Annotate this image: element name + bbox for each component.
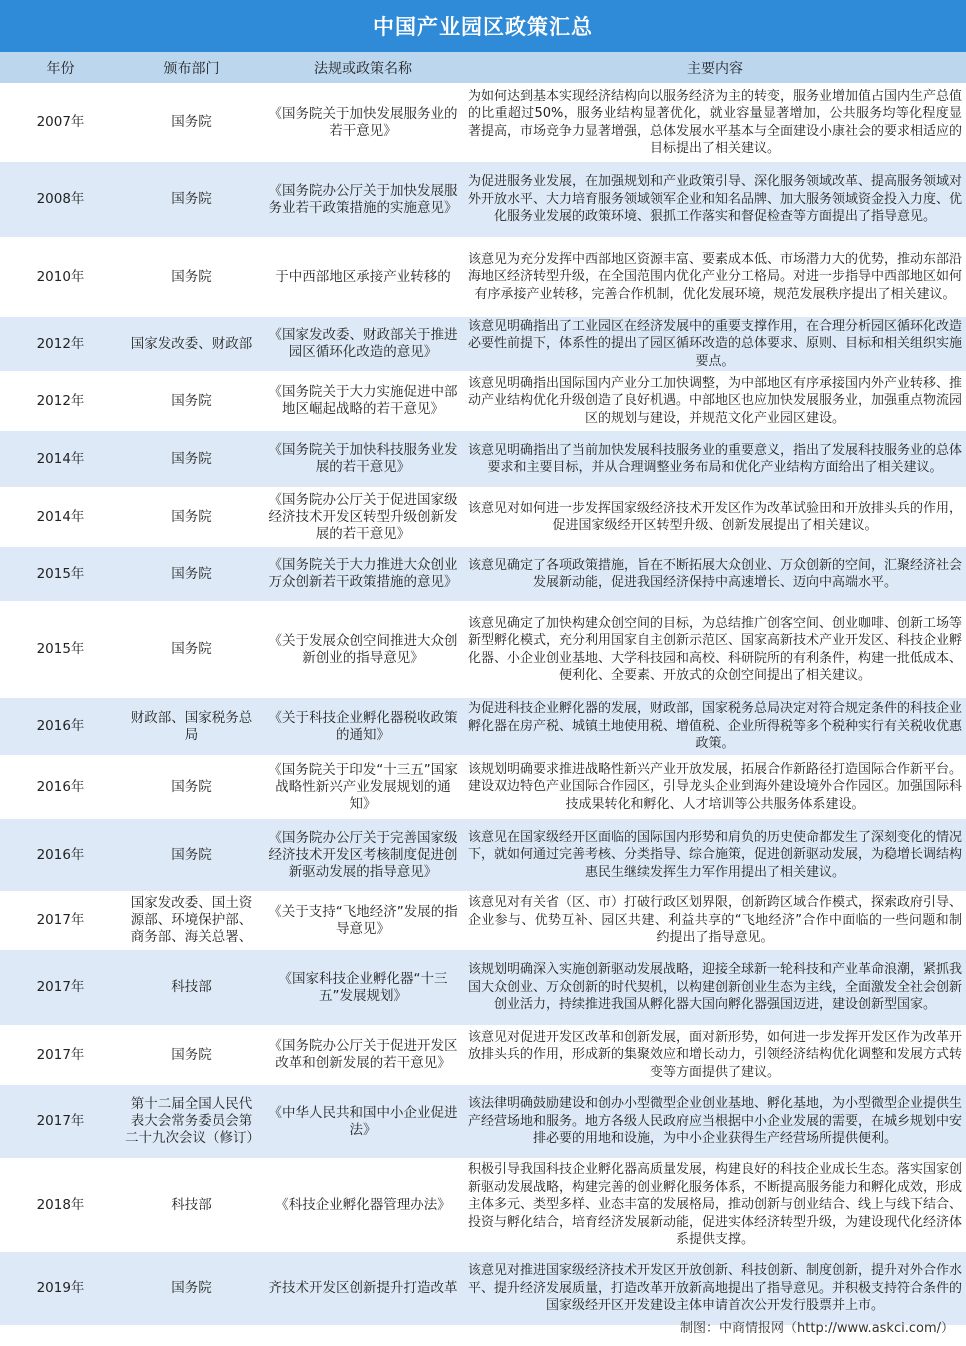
cell-year: 2012年: [0, 372, 121, 430]
cell-year: 2007年: [0, 84, 121, 161]
cell-department: 国务院: [121, 161, 262, 238]
cell-year: 2017年: [0, 892, 121, 949]
cell-policy-name: 《中华人民共和国中小企业促进法》: [262, 1084, 464, 1159]
cell-content: 该规划明确深入实施创新驱动发展战略，迎接全球新一轮科技和产业革命浪潮，紧抓我国大众创业、万众创新的时代契机，以构建创新创业生态为主线，全面激发全社会创新创业活力，持续推进我国从孵化器大国向孵化器强国迈进，建设创新型国家。: [464, 949, 966, 1026]
cell-department: 国务院: [121, 1026, 262, 1084]
header-department: 颁布部门: [121, 52, 262, 84]
cell-year: 2015年: [0, 602, 121, 697]
cell-year: 2019年: [0, 1251, 121, 1326]
cell-policy-name: 《国家发改委、财政部关于推进园区循环化改造的意见》: [262, 316, 464, 372]
header-year: 年份: [0, 52, 121, 84]
table-row: [0, 602, 966, 697]
cell-policy-name: 《国务院关于大力推进大众创业万众创新若干政策措施的意见》: [262, 546, 464, 602]
cell-policy-name: 《国务院办公厅关于促进开发区改革和创新发展的若干意见》: [262, 1026, 464, 1084]
cell-year: 2018年: [0, 1159, 121, 1251]
cell-year: 2016年: [0, 756, 121, 818]
table-row: [0, 1084, 966, 1159]
cell-content: 该意见明确指出了工业园区在经济发展中的重要支撑作用，在合理分析园区循环化改造必要性前提下，体系性的提出了园区循环改造的总体要求、原则、目标和相关组织实施要点。: [464, 316, 966, 372]
cell-department: 第十二届全国人民代表大会常务委员会第二十九次会议（修订）: [121, 1084, 262, 1159]
cell-department: 财政部、国家税务总局: [121, 697, 262, 756]
cell-policy-name: 《关于科技企业孵化器税收政策的通知》: [262, 697, 464, 756]
table-row: [0, 1026, 966, 1084]
table-row: [0, 1251, 966, 1326]
cell-policy-name: 《国务院关于加快科技服务业发展的若干意见》: [262, 430, 464, 488]
cell-year: 2012年: [0, 316, 121, 372]
cell-content: 该法律明确鼓励建设和创办小型微型企业创业基地、孵化基地，为小型微型企业提供生产经营场地和服务。地方各级人民政府应当根据中小企业发展的需要，在城乡规划中安排必要的用地和设施，为中小企业获得生产经营场所提供便利。: [464, 1084, 966, 1159]
cell-policy-name: 《国务院办公厅关于促进国家级经济技术开发区转型升级创新发展的若干意见》: [262, 488, 464, 546]
cell-content: 该意见明确指出国际国内产业分工加快调整，为中部地区有序承接国内外产业转移、推动产业结构优化升级创造了良好机遇。中部地区也应加快发展服务业，加强重点物流园区的规划与建设，并规范文化产业园区建设。: [464, 372, 966, 430]
cell-content: 该意见明确指出了当前加快发展科技服务业的重要意义，指出了发展科技服务业的总体要求和主要目标，并从合理调整业务布局和优化产业结构方面给出了相关建议。: [464, 430, 966, 488]
cell-content: 该意见确定了各项政策措施，旨在不断拓展大众创业、万众创新的空间，汇聚经济社会发展新动能，促进我国经济保持中高速增长、迈向中高端水平。: [464, 546, 966, 602]
table-row: [0, 372, 966, 430]
cell-policy-name: 《国务院关于加快发展服务业的若干意见》: [262, 84, 464, 161]
source-credit: 制图：中商情报网（http://www.askci.com/）: [680, 1321, 954, 1336]
header-content: 主要内容: [464, 52, 966, 84]
table-row: [0, 238, 966, 316]
cell-content: 该意见在国家级经开区面临的国际国内形势和肩负的历史使命都发生了深刻变化的情况下，就如何通过完善考核、分类指导、综合施策，促进创新驱动发展，为稳增长调结构惠民生继续发挥生力军作用提出了相关建议。: [464, 818, 966, 892]
cell-department: 国家发改委、财政部: [121, 316, 262, 372]
cell-content: 该意见对如何进一步发挥国家级经济技术开发区作为改革试验田和开放排头兵的作用，促进国家级经开区转型升级、创新发展提出了相关建议。: [464, 488, 966, 546]
table-row: [0, 949, 966, 1026]
table-row: [0, 488, 966, 546]
cell-policy-name: 齐技术开发区创新提升打造改革: [262, 1251, 464, 1326]
table-row: [0, 818, 966, 892]
cell-year: 2016年: [0, 818, 121, 892]
table-row: [0, 430, 966, 488]
cell-year: 2010年: [0, 238, 121, 316]
table-row: [0, 756, 966, 818]
cell-year: 2016年: [0, 697, 121, 756]
cell-content: 该规划明确要求推进战略性新兴产业开放发展，拓展合作新路径打造国际合作新平台。建设双边特色产业国际合作园区，引导龙头企业到海外建设境外合作园区。加强国际科技成果转化和孵化、人才培训等公共服务体系建设。: [464, 756, 966, 818]
table-row: [0, 546, 966, 602]
cell-department: 科技部: [121, 1159, 262, 1251]
cell-department: 科技部: [121, 949, 262, 1026]
cell-department: 国务院: [121, 372, 262, 430]
cell-policy-name: 《国务院关于印发“十三五”国家战略性新兴产业发展规划的通知》: [262, 756, 464, 818]
cell-policy-name: 《国务院关于大力实施促进中部地区崛起战略的若干意见》: [262, 372, 464, 430]
cell-policy-name: 《国家科技企业孵化器“十三五”发展规划》: [262, 949, 464, 1026]
table-header-row: [0, 52, 966, 84]
table-row: [0, 316, 966, 372]
header-policy-name: 法规或政策名称: [262, 52, 464, 84]
cell-department: 国务院: [121, 430, 262, 488]
cell-policy-name: 《科技企业孵化器管理办法》: [262, 1159, 464, 1251]
cell-content: 该意见对有关省（区、市）打破行政区划界限，创新跨区域合作模式，探索政府引导、企业参与、优势互补、园区共建、利益共享的“飞地经济”合作中面临的一些问题和制约提出了指导意见。: [464, 892, 966, 949]
cell-content: 为促进服务业发展，在加强规划和产业政策引导、深化服务领域改革、提高服务领域对外开放水平、大力培育服务领域领军企业和知名品牌、加大服务领域资金投入力度、优化服务业发展的政策环境、狠抓工作落实和督促检查等方面提出了指导意见。: [464, 161, 966, 238]
cell-department: 国务院: [121, 546, 262, 602]
cell-year: 2015年: [0, 546, 121, 602]
table-row: [0, 697, 966, 756]
cell-content: 为促进科技企业孵化器的发展，财政部，国家税务总局决定对符合规定条件的科技企业孵化器在房产税、城镇土地使用税、增值税、企业所得税等多个税种实行有关税收优惠政策。: [464, 697, 966, 756]
cell-year: 2014年: [0, 430, 121, 488]
cell-department: 国务院: [121, 238, 262, 316]
cell-year: 2014年: [0, 488, 121, 546]
cell-department: 国家发改委、国土资源部、环境保护部、商务部、海关总署、: [121, 892, 262, 949]
cell-content: 该意见为充分发挥中西部地区资源丰富、要素成本低、市场潜力大的优势，推动东部沿海地区经济转型升级，在全国范围内优化产业分工格局。对进一步指导中西部地区如何有序承接产业转移，完善合作机制，优化发展环境，规范发展秩序提出了相关建议。: [464, 238, 966, 316]
cell-policy-name: 《关于支持“飞地经济”发展的指导意见》: [262, 892, 464, 949]
table-row: [0, 84, 966, 161]
cell-department: 国务院: [121, 84, 262, 161]
cell-content: 该意见确定了加快构建众创空间的目标，为总结推广创客空间、创业咖啡、创新工场等新型孵化模式，充分利用国家自主创新示范区、国家高新技术产业开发区、科技企业孵化器、小企业创业基地、大学科技园和高校、科研院所的有利条件，构建一批低成本、便利化、全要素、开放式的众创空间提出了相关建议。: [464, 602, 966, 697]
cell-content: 该意见对促进开发区改革和创新发展，面对新形势，如何进一步发挥开发区作为改革开放排头兵的作用，形成新的集聚效应和增长动力，引领经济结构优化调整和发展方式转变等方面提供了建议。: [464, 1026, 966, 1084]
table-row: [0, 892, 966, 949]
cell-policy-name: 于中西部地区承接产业转移的: [262, 238, 464, 316]
cell-department: 国务院: [121, 488, 262, 546]
cell-policy-name: 《国务院办公厅关于加快发展服务业若干政策措施的实施意见》: [262, 161, 464, 238]
cell-year: 2017年: [0, 949, 121, 1026]
cell-policy-name: 《国务院办公厅关于完善国家级经济技术开发区考核制度促进创新驱动发展的指导意见》: [262, 818, 464, 892]
cell-year: 2008年: [0, 161, 121, 238]
cell-year: 2017年: [0, 1084, 121, 1159]
cell-department: 国务院: [121, 1251, 262, 1326]
cell-content: 积极引导我国科技企业孵化器高质量发展，构建良好的科技企业成长生态。落实国家创新驱动发展战略，构建完善的创业孵化服务体系，不断提高服务能力和孵化成效，形成主体多元、类型多样、业态丰富的发展格局，推动创新与创业结合、线上与线下结合、投资与孵化结合，培育经济发展新动能，促进实体经济转型升级，为建设现代化经济体系提供支撑。: [464, 1159, 966, 1251]
table-row: [0, 161, 966, 238]
cell-content: 为如何达到基本实现经济结构向以服务经济为主的转变，服务业增加值占国内生产总值的比重超过50%，服务业结构显著优化，就业容量显著增加，公共服务均等化程度显著提高，市场竞争力显著增强，总体发展水平基本与全面建设小康社会的要求相适应的目标提出了相关建议。: [464, 84, 966, 161]
table-row: [0, 1159, 966, 1251]
cell-policy-name: 《关于发展众创空间推进大众创新创业的指导意见》: [262, 602, 464, 697]
policy-table: [0, 52, 966, 1327]
cell-year: 2017年: [0, 1026, 121, 1084]
page-title: 中国产业园区政策汇总: [0, 0, 966, 52]
cell-department: 国务院: [121, 818, 262, 892]
cell-content: 该意见对推进国家级经济技术开发区开放创新、科技创新、制度创新，提升对外合作水平、提升经济发展质量，打造改革开放新高地提出了指导意见。并积极支持符合条件的国家级经开区开发建设主体申请首次公开发行股票并上市。: [464, 1251, 966, 1326]
cell-department: 国务院: [121, 602, 262, 697]
cell-department: 国务院: [121, 756, 262, 818]
